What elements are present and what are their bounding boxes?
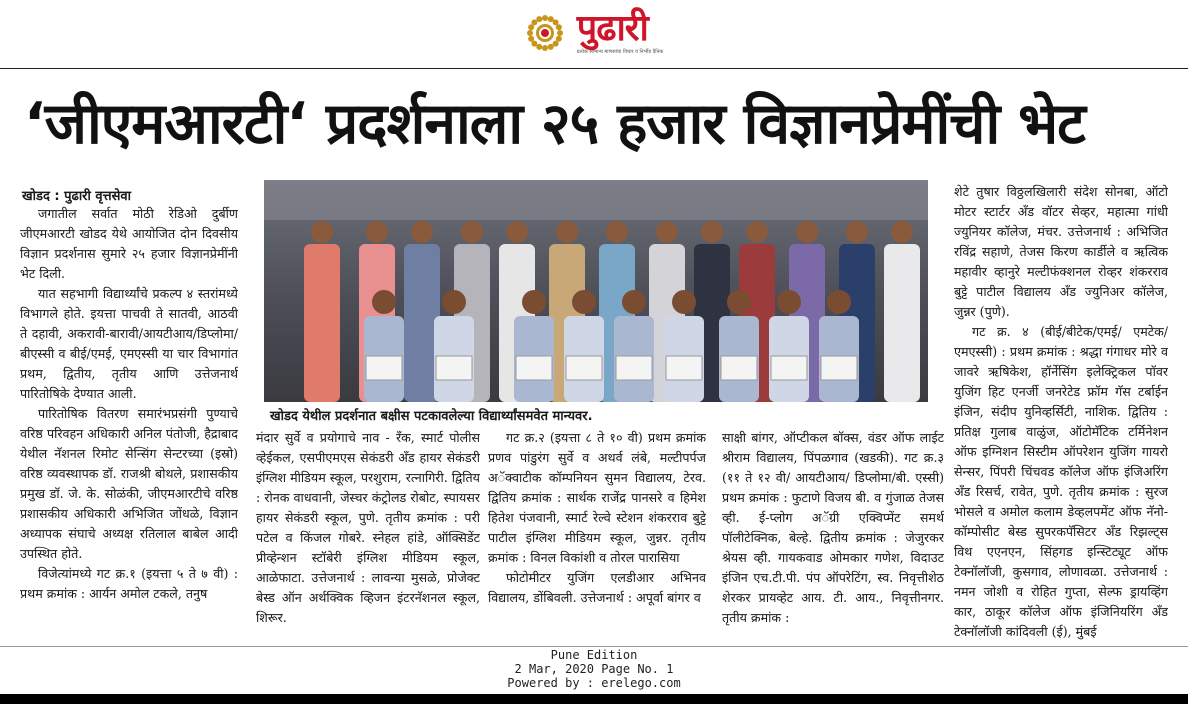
paragraph: गट क्र. ४ (बीई/बीटेक/एमई/ एमटेक/ एमएस्सी) : प्रथम क्रमांक : श्रद्धा गंगाधर मोरे व जावरे ऋषिकेश, हॉर्नेसिंग इलेक्ट्रिकल पॉवर युजिंग हिट एनर्जी जनरेटेड फ्रॉम गॅस टर्बाईन इंजिन, संदीप युनिव्हर्सिटी, नाशिक. द्वितिय : प्रतिक्ष गुलाब वाळुंज, ऑटोमॅटिक टर्मिनेशन ऑफ इग्निशन सिस्टीम ऑपरेशन युजिंग गायरो सेन्सर, पिंपरी चिंचवड कॉलेज ऑफ इंजिअरिंग अँड रिसर्च, रावेत, पुणे. तृतीय क्रमांक : सुरज भोसले व अमोल कलाम डेव्हलपमेंट ऑफ नॅनो-कॉम्पोसीट बेस्ड सुपरकपॅसिटर अँड रिझल्ट्स विथ एएनएन, सिंहगड इन्स्टिट्यूट ऑफ टेक्नॉलॉजी, कुसगाव, लोणावळा. उत्तेजनार्थ : नमन जोशी व रोहित गुप्ता, सेल्फ ड्रायव्हिंग कार, ठाकूर कॉलेज ऑफ इंजिनियरिंग अँड टेक्नॉलॉजी कांदिवली (ई), मुंबई	[954, 324, 1168, 639]
article-column-2	[256, 428, 480, 640]
article-photo	[264, 180, 928, 402]
article-column-3	[488, 428, 706, 640]
group-photo-image	[264, 180, 928, 402]
byline: खोडद : पुढारी वृत्तसेवा	[22, 189, 131, 204]
logo	[525, 8, 664, 55]
paragraph: शेटे तुषार विठ्ठलखिलारी संदेश सोनबा, ऑटो मोटर स्टार्टर अँड वॉटर सेव्हर, महात्मा गांधी ज्युनियर कॉलेज, मंचर. उत्तेजनार्थ : अभिजित रविंद्र सहाणे, तेजस किरण कार्डीले व ऋत्विक महावीर व्हानुरे मल्टीफंक्शनल रोव्हर शंकरराव बुट्टे पाटील विद्यालय अँड ज्युनिअर कॉलेज, जुन्नर (पुणे).	[954, 184, 1168, 319]
footer	[0, 648, 1188, 690]
bottom-bar	[0, 694, 1188, 704]
paragraph: यात सहभागी विद्यार्थ्यांचे प्रकल्प ४ स्तरांमध्ये विभागले होते. इयत्ता पाचवी ते सातवी, आठवी ते दहावी, अकरावी-बारावी/आयटीआय/डिप्लोमा/बीएस्सी व बीई/एमई, एमएस्सी या चार विभागांत प्रथम, द्वितीय, तृतीय आणि उत्तेजनार्थ पारितोषिके देण्यात आली.	[20, 286, 238, 401]
article-column-5	[954, 182, 1168, 640]
paragraph: गट क्र.२ (इयत्ता ८ ते १० वी) प्रथम क्रमांक प्रणव पांडुरंग सुर्वे व अथर्व लंबे, मल्टीपर्पज अॅक्वाटीक कॉम्पनियन सुमन विद्यालय, टेरव. द्वितिय क्रमांक : सार्थक राजेंद्र पानसरे व हिमेश हितेश पंजवानी, स्मार्ट रेल्वे स्टेशन शंकरराव बुट्टे पाटील इंग्लिश मीडियम स्कूल, जुन्नर. तृतीय क्रमांक : विनल विकांशी व तोरल पारासिया	[488, 430, 706, 565]
article-column-1	[20, 204, 238, 640]
paragraph: मंदार सुर्वे व प्रयोगाचे नाव - रँक, स्मार्ट पोलीस व्हेईकल, एसपीएमएस सेकंडरी अँड हायर सेकंडरी इंग्लिश मीडियम स्कूल, परशुराम, रत्नागिरी. द्वितिय : रोनक वाधवानी, जेस्चर कंट्रोलड रोबोट, स्पायसर हायर सेकंडरी स्कूल, पुणे. तृतीय क्रमांक : परी पटेल व किंजल गोबरे. स्नेहल हांडे, ऑक्सिडेंट प्रीव्हेन्शन स्टॉबेरी इंग्लिश मीडियम स्कूल, आळेफाटा. उत्तेजनार्थ : लावन्या मुसळे, प्रोजेक्ट बेस्ड ऑन अर्थक्विक व्हिजन इंटरनॅशनल स्कूल, शिरूर.	[256, 430, 480, 625]
headline: ‘जीएमआरटी‘ प्रदर्शनाला २५ हजार विज्ञानप्रेमींची भेट	[24, 91, 1085, 157]
footer-divider	[0, 646, 1188, 647]
sun-emblem-icon	[525, 13, 565, 53]
photo-caption: खोडद येथील प्रदर्शनात बक्षीस पटकावलेल्या विद्यार्थ्यांसमवेत मान्यवर.	[270, 409, 593, 424]
paragraph: फोटोमीटर युजिंग एलडीआर अभिनव विद्यालय, डोंबिवली. उत्तेजनार्थ : अपूर्वा बांगर व	[488, 570, 706, 605]
paragraph: विजेत्यांमध्ये गट क्र.१ (इयत्ता ५ ते ७ वी) : प्रथम क्रमांक : आर्यन अमोल टकले, तनुष	[20, 566, 238, 601]
paragraph: साक्षी बांगर, ऑप्टीकल बॉक्स, वंडर ऑफ लाईट श्रीराम विद्यालय, पिंपळगाव (खडकी). गट क्र.३ (११ ते १२ वी/ आयटीआय/ डिप्लोमा/बी. एस्सी) प्रथम क्रमांक : फुटाणे विजय बी. व गुंजाळ तेजस व्ही. ई-प्लोग अॅग्री एक्विप्मेंट समर्थ पॉलीटेक्निक, बेल्हे. द्वितीय क्रमांक : जेजुरकर श्रेयस व्ही. गायकवाड ओमकार गणेश, विदाउट इंजिन एच.टी.पी. पंप ऑपरेटिंग, स्व. निवृत्तीशेठ शेरकर प्रायव्हेट आय. टी. आय., निवृत्तीनगर. तृतीय क्रमांक :	[722, 430, 944, 625]
powered-by-link[interactable]: Powered by : erelego.com	[507, 676, 681, 690]
edition-label: Pune Edition	[550, 648, 638, 662]
brand-tagline: प्रत्येक सामान्य माणसांचा विचार व निर्भीड दैनिक	[576, 49, 664, 55]
paragraph: पारितोषिक वितरण समारंभप्रसंगी पुण्याचे वरिष्ठ परिवहन अधिकारी अनिल पंतोजी, हैद्राबाद येथील नॅशनल रिमोट सेन्सिंग सेन्टरच्या (इस्रो) वरिष्ठ व्यवस्थापक डॉ. राजश्री बोथले, प्रशासकीय प्रमुख डॉ. जे. के. सोळंकी, जीएमआरटीचे वरिष्ठ प्रशासकीय अधिकारी अभिजित जोंधळे, विज्ञान अध्यापक संघाचे अध्यक्ष रतिलाल बाबेल आदी उपस्थित होते.	[20, 406, 238, 561]
brand-name: पुढारी	[576, 8, 648, 49]
date-page-label: 2 Mar, 2020 Page No. 1	[514, 662, 674, 676]
paragraph: जगातील सर्वात मोठी रेडिओ दुर्बीण जीएमआरटी खोडद येथे आयोजित दोन दिवसीय विज्ञान प्रदर्शनास सुमारे २५ हजार विज्ञानप्रेमींनी भेट दिली.	[20, 206, 238, 281]
article-column-4	[722, 428, 944, 640]
masthead-divider	[0, 68, 1188, 69]
masthead	[0, 0, 1188, 66]
